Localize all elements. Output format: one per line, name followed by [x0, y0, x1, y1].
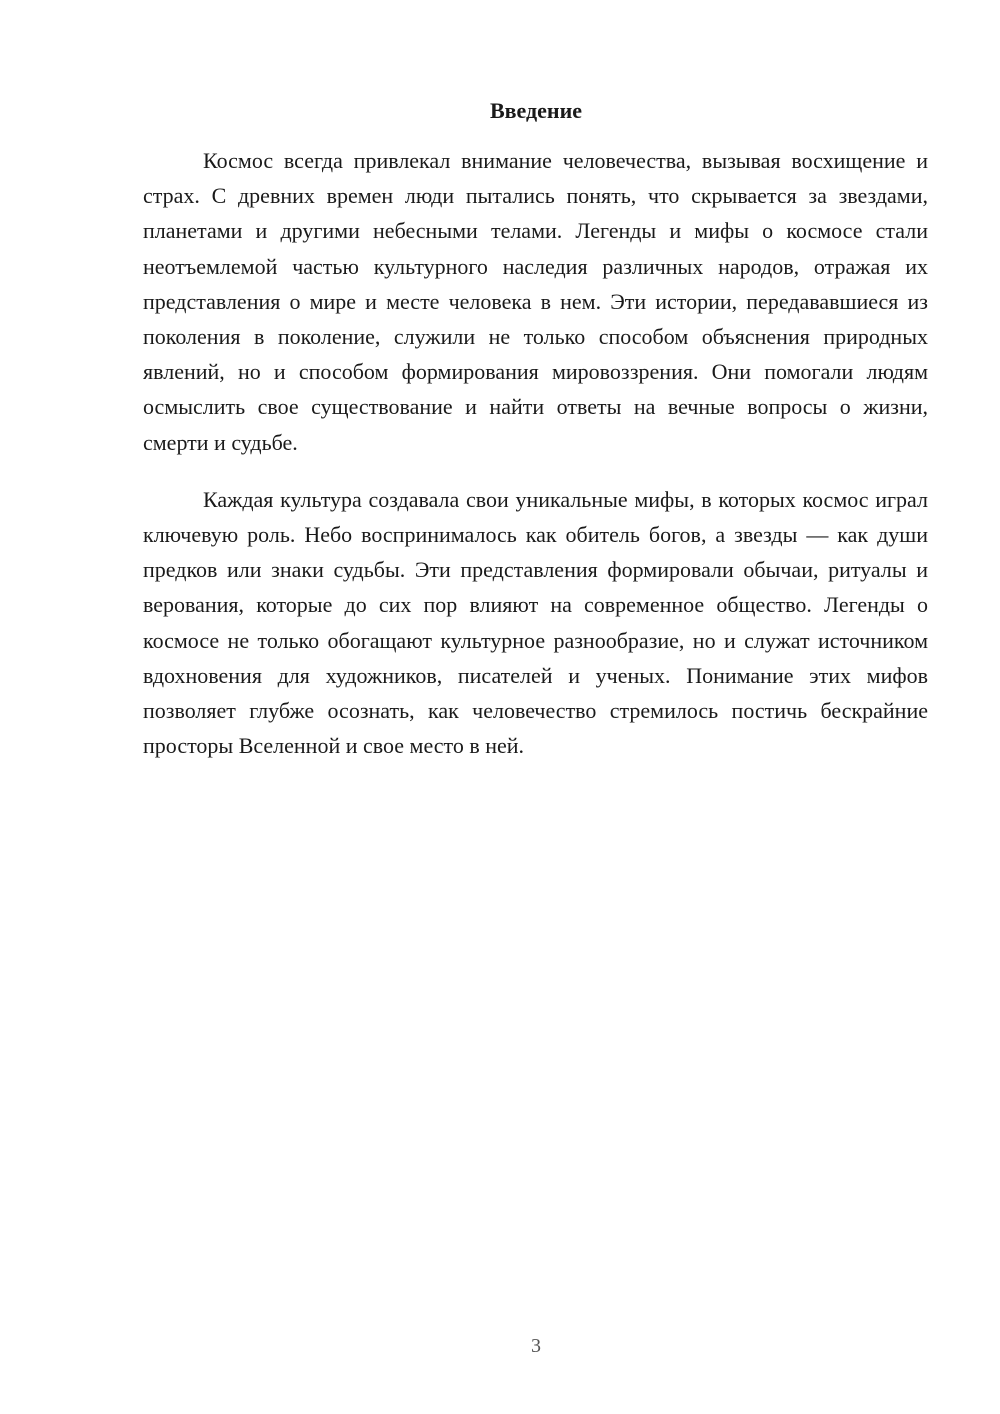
page-number: 3 — [531, 1335, 541, 1357]
section-heading: Введение — [489, 98, 583, 123]
body-text — [143, 143, 928, 763]
paragraph-2: Каждая культура создавала свои уникальные мифы, в которых космос играл ключевую роль. Небо воспринималось как обитель богов, а звезды — как души предков или знаки судьбы. Эти представления формировали обычаи, ритуалы и верования, которые до сих пор влияют на современное общество. Легенды о космосе не только обогащают культурное разнообразие, но и служат источником вдохновения для художников, писателей и ученых. Понимание этих мифов позволяет глубже осознать, как человечество стремилось постичь бескрайние просторы Вселенной и свое место в ней. — [143, 486, 928, 759]
paragraph-1: Космос всегда привлекал внимание человечества, вызывая восхищение и страх. С древних времен люди пытались понять, что скрывается за звездами, планетами и другими небесными телами. Легенды и мифы о космосе стали неотъемлемой частью культурного наследия различных народов, отражая их представления о мире и месте человека в нем. Эти истории, передававшиеся из поколения в поколение, служили не только способом объяснения природных явлений, но и способом формирования мировоззрения. Они помогали людям осмыслить свое существование и найти ответы на вечные вопросы о жизни, смерти и судьбе. — [143, 148, 928, 455]
